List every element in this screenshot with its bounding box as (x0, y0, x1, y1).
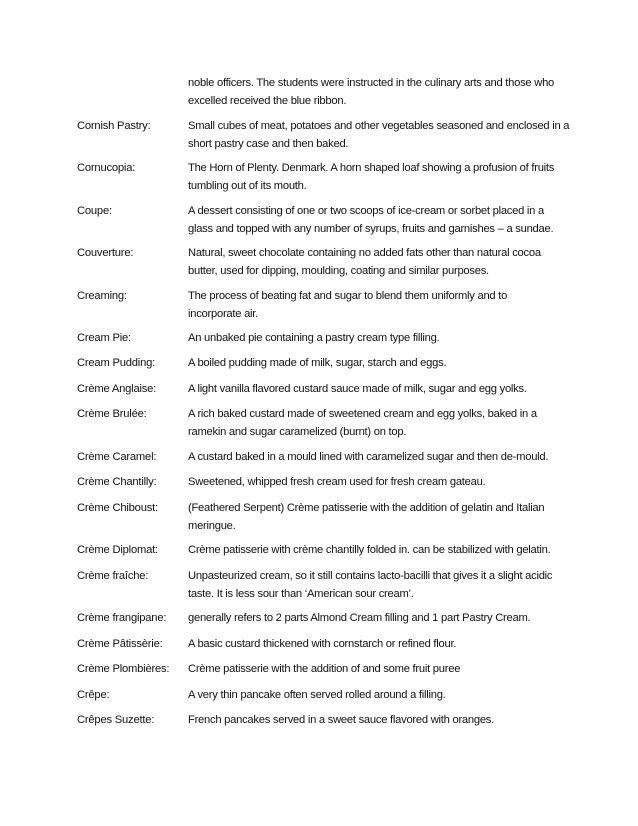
definition-line: butter, used for dipping, moulding, coating and similar purposes. (188, 265, 489, 277)
glossary-definition (188, 244, 563, 280)
definition-line: generally refers to 2 parts Almond Cream filling and 1 part Pastry Cream. (188, 612, 531, 624)
glossary-definition (188, 202, 563, 238)
definition-line: (Feathered Serpent) Crème patisserie with the addition of gelatin and Italian (188, 502, 545, 514)
glossary-term: Cornish Pastry: (77, 120, 151, 132)
glossary-term: Crème Chantilly: (77, 476, 157, 488)
definition-line: A light vanilla flavored custard sauce made of milk, sugar and egg yolks. (188, 383, 527, 395)
definition-line: taste. It is less sour than ‘American sour cream’. (188, 588, 414, 600)
definition-line: excelled received the blue ribbon. (188, 95, 347, 107)
glossary-term: Cornucopia: (77, 162, 136, 174)
definition-line: tumbling out of its mouth. (188, 180, 307, 192)
glossary-definition (188, 541, 563, 559)
definition-line: glass and topped with any number of syrups, fruits and garnishes – a sundae. (188, 223, 554, 235)
glossary-definition (188, 380, 563, 398)
glossary-term: Crème Plombières: (77, 663, 170, 675)
definition-line: Crème patisserie with crème chantilly folded in. can be stabilized with gelatin. (188, 544, 551, 556)
definition-line: Small cubes of meat, potatoes and other vegetables seasoned and enclosed in a (188, 120, 570, 132)
definition-line: Unpasteurized cream, so it still contains lacto-bacilli that gives it a slight acidic (188, 570, 553, 582)
glossary-term: Crème Pâtissèrie: (77, 638, 163, 650)
glossary-term: Crêpes Suzette: (77, 714, 155, 726)
continuation-definition (188, 74, 563, 110)
glossary-definition (188, 448, 563, 466)
glossary-term: Cream Pudding: (77, 357, 156, 369)
glossary-definition (188, 117, 570, 153)
glossary-definition (188, 499, 563, 535)
definition-line: The Horn of Plenty. Denmark. A horn shaped loaf showing a profusion of fruits (188, 162, 555, 174)
glossary-term: Crème Anglaise: (77, 383, 157, 395)
definition-line: ramekin and sugar caramelized (burnt) on top. (188, 426, 407, 438)
glossary-definition (188, 635, 563, 653)
glossary-definition (188, 329, 563, 347)
definition-line: Natural, sweet chocolate containing no added fats other than natural cocoa (188, 247, 541, 259)
glossary-definition (188, 354, 563, 372)
definition-line: French pancakes served in a sweet sauce flavored with oranges. (188, 714, 495, 726)
glossary-term: Creaming: (77, 290, 127, 302)
definition-line: A rich baked custard made of sweetened cream and egg yolks, baked in a (188, 408, 537, 420)
definition-line: The process of beating fat and sugar to blend them uniformly and to (188, 290, 508, 302)
glossary-term: Crème Brulée: (77, 408, 147, 420)
definition-line: Crème patisserie with the addition of and some fruit puree (188, 663, 461, 675)
glossary-definition (188, 567, 563, 603)
glossary-term: Crème Diplomat: (77, 544, 158, 556)
glossary-term: Couverture: (77, 247, 134, 259)
definition-line: A very thin pancake often served rolled around a filling. (188, 689, 446, 701)
glossary-term: Crème fraîche: (77, 570, 149, 582)
glossary-definition (188, 711, 563, 729)
glossary-term: Crêpe: (77, 689, 110, 701)
definition-line: noble officers. The students were instructed in the culinary arts and those who (188, 77, 555, 89)
definition-line: A boiled pudding made of milk, sugar, starch and eggs. (188, 357, 447, 369)
definition-line: A custard baked in a mould lined with caramelized sugar and then de-mould. (188, 451, 549, 463)
glossary-definition (188, 405, 563, 441)
glossary-definition (188, 473, 563, 491)
glossary-term: Crème Caramel: (77, 451, 157, 463)
glossary-term: Crème Chiboust: (77, 502, 158, 514)
glossary-definition (188, 686, 563, 704)
glossary-definition (188, 287, 563, 323)
definition-line: A dessert consisting of one or two scoops of ice-cream or sorbet placed in a (188, 205, 544, 217)
definition-line: incorporate air. (188, 308, 259, 320)
glossary-term: Coupe: (77, 205, 112, 217)
glossary-definition (188, 159, 563, 195)
definition-line: An unbaked pie containing a pastry cream type filling. (188, 332, 440, 344)
definition-line: short pastry case and then baked. (188, 138, 349, 150)
glossary-term: Crème frangipane: (77, 612, 167, 624)
glossary-definition (188, 609, 563, 627)
definition-line: A basic custard thickened with cornstarch or refined flour. (188, 638, 457, 650)
glossary-term: Cream Pie: (77, 332, 131, 344)
definition-line: Sweetened, whipped fresh cream used for fresh cream gateau. (188, 476, 486, 488)
glossary-definition (188, 660, 563, 678)
definition-line: meringue. (188, 520, 236, 532)
